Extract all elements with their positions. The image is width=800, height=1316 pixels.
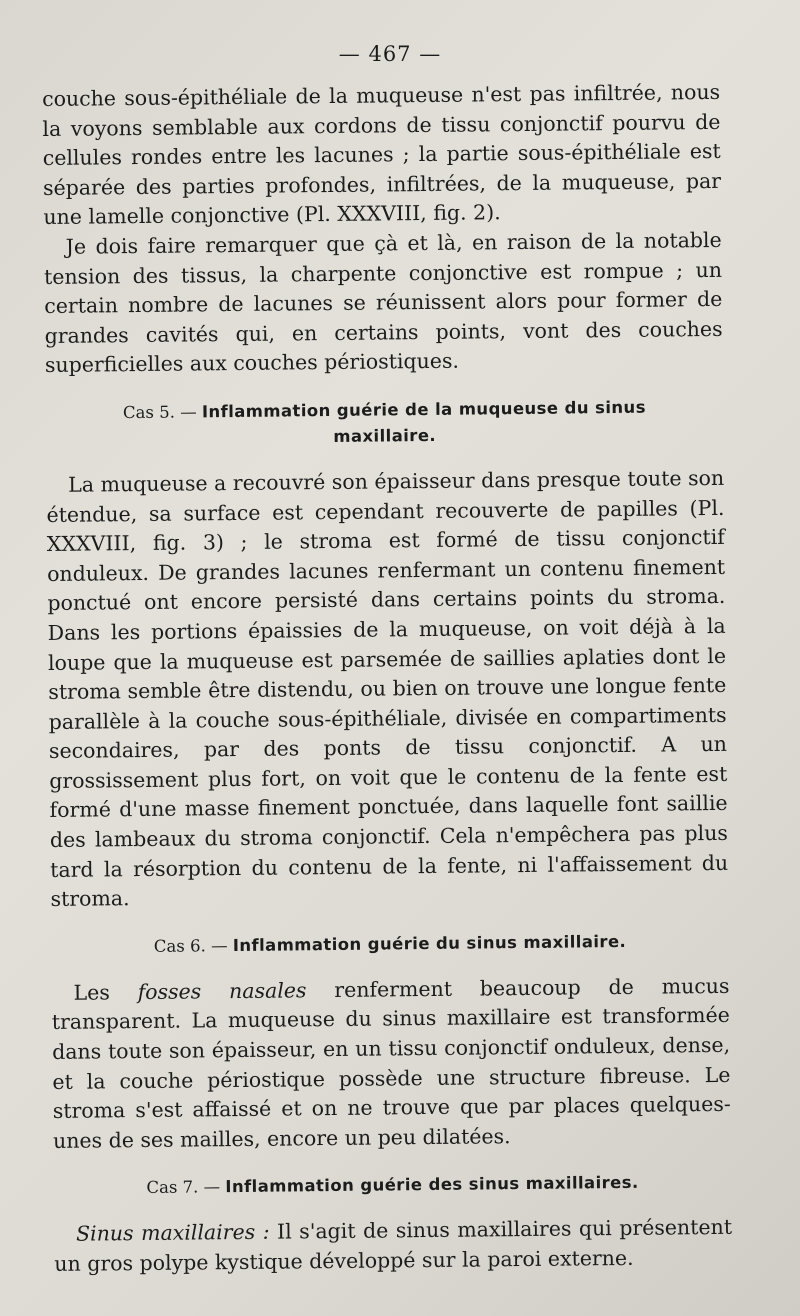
case-label: Cas 7. — [146,1177,221,1198]
case-title: Inflammation guérie de la muqueuse du sinus [201,397,646,422]
paragraph-text: renferment beaucoup de mucus transparent. La muqueuse du sinus maxillaire est transformée dans toute son épaisseur, en un tissu conjonctif onduleux, dense, et la couche périostique possède une structure fibreuse. Le stroma s'est affaissé et on ne trouve que par places quelques-unes de ses mailles, encore un peu dilatées. [51,973,731,1153]
paragraph-cas-5: La muqueuse a recouvré son épaisseur dans presque toute son étendue, sa surface est cependant recouverte de papilles (Pl. XXXVIII, fig. 3) ; le stroma est formé de tissu conjonctif onduleux. De grandes lacunes renfermant un contenu finement ponctué ont encore persisté dans certains points du stroma. Dans les portions épaissies de la muqueuse, on voit déjà à la loupe que la muqueuse est parsemée de saillies aplaties dont le stroma semble être distendu, ou bien on trouve une longue fente parallèle à la couche sous-épithéliale, divisée en compartiments secondaires, par des ponts de tissu conjonctif. A un grossissement plus fort, on voit que le contenu de la fente est formé d'une masse finement ponctuée, dans laquelle font saillie des lambeaux du stroma conjonctif. Cela n'empêchera pas plus tard la résorption du contenu de la fente, ni l'affaissement du stroma. [46,465,729,912]
page-number: — 467 — [338,42,442,66]
section-heading-cas-6 [51,928,729,961]
case-title: Inflammation guérie des sinus maxillaires. [225,1173,639,1197]
italic-term: Sinus maxillaires : [75,1220,270,1247]
case-title-continuation: maxillaire. [333,425,437,446]
paragraph-text: Il s'agit de sinus maxillaires qui présentent un gros polype kystique développé sur la paroi externe. [54,1215,733,1276]
case-title: Inflammation guérie du sinus maxillaire. [232,931,627,955]
paragraph-cas-6 [51,972,731,1157]
page-body [42,78,732,1280]
section-heading-cas-5 [45,394,724,453]
case-label: Cas 5. — [122,402,197,423]
case-label: Cas 6. — [153,935,228,956]
paragraph-intro-remark: Je dois faire remarquer que çà et là, en raison de la notable tension des tissus, la charpente conjonctive est rompue ; un certain nombre de lacunes se réunissent alors pour former de grandes cavités qui, en certains points, vont des couches superficielles aux couches périostiques. [43,227,723,378]
section-heading-cas-7 [53,1169,731,1202]
paragraph-intro-continuation: couche sous-épithéliale de la muqueuse n'est pas infiltrée, nous la voyons semblable aux cordons de tissu conjonctif pourvu de cellules rondes entre les lacunes ; la partie sous-épithéliale est séparée des parties profondes, infiltrées, de la muqueuse, par une lamelle conjonctive (Pl. XXXVIII, fig. 2). [42,79,722,230]
paragraph-lead: Les [73,979,138,1005]
paragraph-cas-7 [54,1213,733,1279]
italic-term: fosses nasales [137,978,307,1004]
